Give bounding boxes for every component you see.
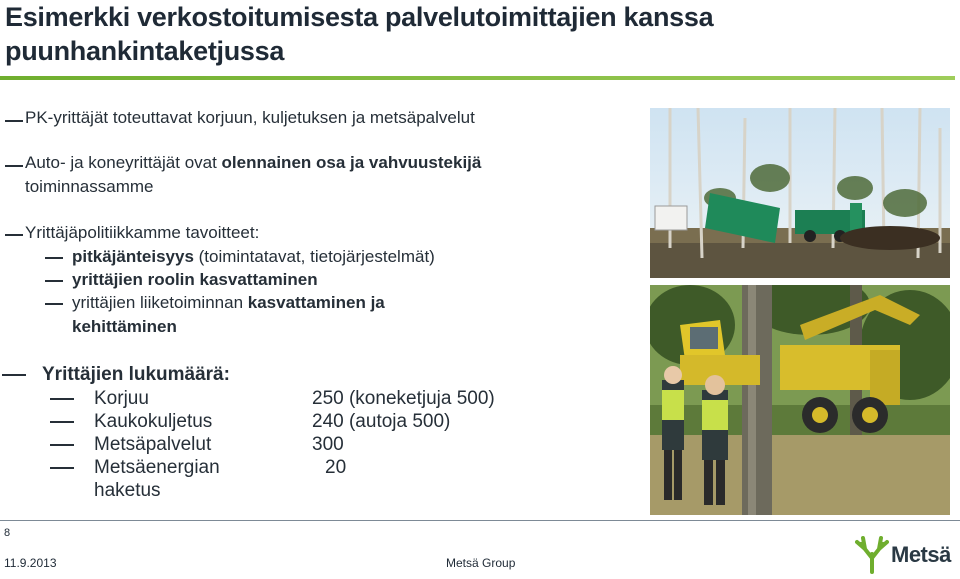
count-name: Korjuu — [94, 388, 149, 409]
count-dash — [50, 421, 74, 423]
count-value: 240 (autoja 500) — [312, 411, 451, 432]
count-name-continuation: haketus — [94, 480, 161, 501]
footer-date: 11.9.2013 — [4, 556, 57, 570]
bullet-dash — [2, 374, 26, 376]
count-dash — [50, 467, 74, 469]
bullet-2-bold: olennainen osa ja vahvuustekijä — [221, 153, 482, 172]
sub-bullet-1 — [72, 246, 435, 268]
sub-bullet-dash — [45, 280, 63, 282]
footer-divider — [0, 520, 960, 521]
count-name: Metsäpalvelut — [94, 434, 212, 455]
count-value: 300 — [312, 434, 344, 455]
page-number: 8 — [4, 527, 11, 539]
antler-logo-icon — [855, 536, 889, 574]
count-dash — [50, 444, 74, 446]
metsa-logo — [855, 536, 960, 576]
bullet-dash — [5, 120, 23, 122]
bullet-dash — [5, 165, 23, 167]
bullet-3: Yrittäjäpolitiikkamme tavoitteet: — [25, 223, 260, 242]
forest-chipper-photo — [650, 108, 950, 278]
count-dash — [50, 398, 74, 400]
bullet-2 — [25, 152, 481, 174]
slide-title: Esimerkki verkostoitumisesta palvelutoimittajien kanssa puunhankintaketjussa — [5, 2, 714, 66]
sub-bullet-1-text: (toimintatavat, tietojärjestelmät) — [193, 247, 435, 266]
count-value: 250 (koneketjuja 500) — [312, 388, 495, 409]
sub-bullet-3-bold: kasvattaminen ja — [247, 293, 385, 312]
sub-bullet-3-text: yrittäjien liiketoiminnan — [72, 293, 248, 312]
footer-company: Metsä Group — [446, 556, 516, 570]
sub-bullet-dash — [45, 303, 63, 305]
sub-bullet-dash — [45, 257, 63, 259]
counts-heading: Yrittäjien lukumäärä: — [42, 364, 230, 385]
sub-bullet-3 — [72, 292, 385, 314]
harvester-workers-photo — [650, 285, 950, 515]
sub-bullet-1-bold: pitkäjänteisyys — [72, 247, 194, 266]
bullet-dash — [5, 234, 23, 236]
bullet-2-continuation: toiminnassamme — [25, 177, 154, 196]
count-value: 20 — [325, 457, 347, 478]
count-name: Kaukokuljetus — [94, 411, 213, 432]
sub-bullet-2: yrittäjien roolin kasvattaminen — [72, 270, 318, 289]
sub-bullet-3-continuation: kehittäminen — [72, 317, 177, 336]
logo-text: Metsä — [891, 542, 951, 567]
bullet-2-text: Auto- ja koneyrittäjät ovat — [25, 153, 222, 172]
bullet-1: PK-yrittäjät toteuttavat korjuun, kuljetuksen ja metsäpalvelut — [25, 108, 475, 127]
count-name: Metsäenergian — [94, 457, 220, 478]
